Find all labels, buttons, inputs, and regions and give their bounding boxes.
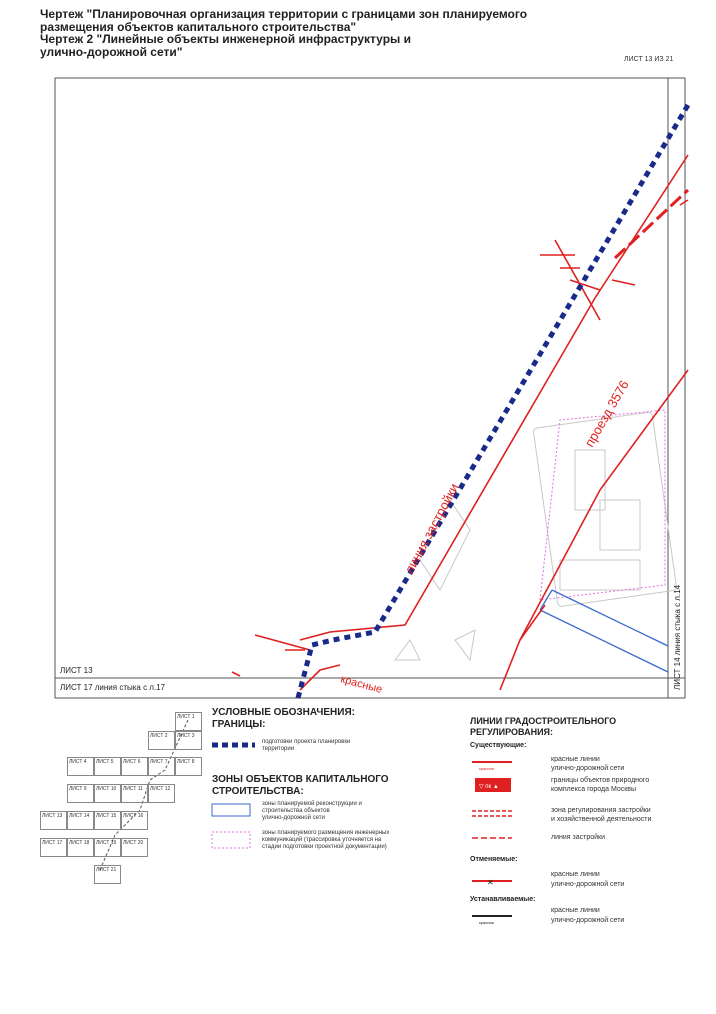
legend-zones-heading-2: СТРОИТЕЛЬСТВА: bbox=[212, 786, 304, 797]
svg-text:красная: красная bbox=[479, 920, 494, 925]
title-line-2: размещения объектов капитального строительства" bbox=[40, 19, 357, 34]
lines-e2-1: границы объектов природного bbox=[551, 777, 650, 784]
road-name-label: проезд 3576 bbox=[581, 377, 632, 450]
legend-boundary-desc-2: территории bbox=[262, 746, 295, 752]
lines-established-heading: Устанавливаемые: bbox=[470, 896, 536, 903]
sheet-14-join-label: ЛИСТ 14 линия стыка с л.14 bbox=[673, 584, 682, 690]
sheet-cell: ЛИСТ 2 bbox=[148, 731, 175, 750]
cancelled-red-line bbox=[615, 190, 688, 258]
road-reconstruction-zone bbox=[540, 590, 668, 672]
title-line-4: улично-дорожной сети" bbox=[40, 44, 183, 59]
sheet-cell: ЛИСТ 17 bbox=[40, 838, 67, 857]
lines-e3-2: и хозяйственной деятельности bbox=[551, 816, 652, 823]
sheet-cell: ЛИСТ 14 bbox=[67, 811, 94, 830]
sheet-cell: ЛИСТ 11 bbox=[121, 784, 148, 803]
sheet-13-label: ЛИСТ 13 bbox=[60, 666, 93, 675]
red-lines bbox=[232, 155, 688, 690]
sheet-cell: ЛИСТ 4 bbox=[67, 757, 94, 776]
legend-zone2-line3: стадии подготовки проектной документации) bbox=[262, 844, 387, 850]
lines-s1-2: улично-дорожной сети bbox=[551, 917, 625, 924]
sheet-cell: ЛИСТ 15 bbox=[94, 811, 121, 830]
sheet-number: ЛИСТ 13 ИЗ 21 bbox=[624, 56, 674, 63]
sheet-cell: ЛИСТ 10 bbox=[94, 784, 121, 803]
lines-e3-1: зона регулирования застройки bbox=[551, 807, 651, 814]
building-line-label: линия застройки bbox=[401, 480, 462, 577]
sheet-cell: ЛИСТ 16 bbox=[121, 811, 148, 830]
sheet-17-join-label: ЛИСТ 17 линия стыка с л.17 bbox=[60, 683, 166, 692]
legend-zone1-line1: зоны планируемой реконструкции и bbox=[262, 801, 362, 807]
map-frame bbox=[55, 78, 685, 698]
lines-c1-1: красные линии bbox=[551, 871, 600, 878]
legend-zone-magenta-swatch bbox=[212, 832, 250, 848]
title-line-3: Чертеж 2 "Линейные объекты инженерной инфраструктуры и bbox=[40, 32, 411, 46]
legend-boundaries-heading: ГРАНИЦЫ: bbox=[212, 719, 266, 730]
svg-text:▽ пк ▲: ▽ пк ▲ bbox=[479, 784, 499, 790]
engineering-zone-outline bbox=[540, 410, 665, 600]
sheet-cell: ЛИСТ 7 bbox=[148, 757, 175, 776]
sheet-cell: ЛИСТ 21 bbox=[94, 865, 121, 884]
lines-existing-heading: Существующие: bbox=[470, 742, 527, 749]
title-line-1: Чертеж "Планировочная организация территории с границами зон планируемого bbox=[40, 7, 528, 21]
lines-e4: линия застройки bbox=[551, 834, 605, 841]
sheet-cell: ЛИСТ 5 bbox=[94, 757, 121, 776]
legend-zone-blue-swatch bbox=[212, 804, 250, 816]
sheet-cell: ЛИСТ 9 bbox=[67, 784, 94, 803]
sheet-cell: ЛИСТ 12 bbox=[148, 784, 175, 803]
svg-text:красная: красная bbox=[479, 766, 494, 771]
legend-zone2-line1: зоны планируемого размещения инженерных bbox=[262, 830, 390, 836]
lines-s1-1: красные линии bbox=[551, 907, 600, 914]
lines-e2-2: комплекса города Москвы bbox=[551, 786, 637, 793]
building-outlines bbox=[395, 412, 677, 660]
red-lines-map-label: красные bbox=[339, 673, 384, 696]
sheet-cell: ЛИСТ 13 bbox=[40, 811, 67, 830]
lines-c1-2: улично-дорожной сети bbox=[551, 881, 625, 888]
svg-text:✕: ✕ bbox=[487, 878, 494, 887]
legend-zones-heading-1: ЗОНЫ ОБЪЕКТОВ КАПИТАЛЬНОГО bbox=[212, 774, 389, 785]
sheet-cell: ЛИСТ 8 bbox=[175, 757, 202, 776]
sheet-cell: ЛИСТ 6 bbox=[121, 757, 148, 776]
legend-zone1-line2: строительства объектов bbox=[262, 808, 330, 814]
sheet-cell: ЛИСТ 18 bbox=[67, 838, 94, 857]
sheet-cell: ЛИСТ 20 bbox=[121, 838, 148, 857]
sheet-cell: ЛИСТ 1 bbox=[175, 712, 202, 731]
lines-e1-1: красные линии bbox=[551, 756, 600, 763]
lines-e1-2: улично-дорожной сети bbox=[551, 765, 625, 772]
legend-zone1-line3: улично-дорожной сети bbox=[262, 815, 325, 821]
sheet-cell: ЛИСТ 19 bbox=[94, 838, 121, 857]
legend-zone2-line2: коммуникаций (трассировка уточняется на bbox=[262, 837, 382, 843]
lines-cancelled-heading: Отменяемые: bbox=[470, 856, 518, 863]
lines-title-1: ЛИНИИ ГРАДОСТРОИТЕЛЬНОГО bbox=[470, 716, 617, 726]
legend-title: УСЛОВНЫЕ ОБОЗНАЧЕНИЯ: bbox=[212, 707, 355, 718]
project-boundary-line bbox=[298, 105, 688, 698]
sheet-cell: ЛИСТ 3 bbox=[175, 731, 202, 750]
lines-title-2: РЕГУЛИРОВАНИЯ: bbox=[470, 727, 554, 737]
legend-boundary-desc-1: подготовки проекта планировки bbox=[262, 739, 351, 745]
